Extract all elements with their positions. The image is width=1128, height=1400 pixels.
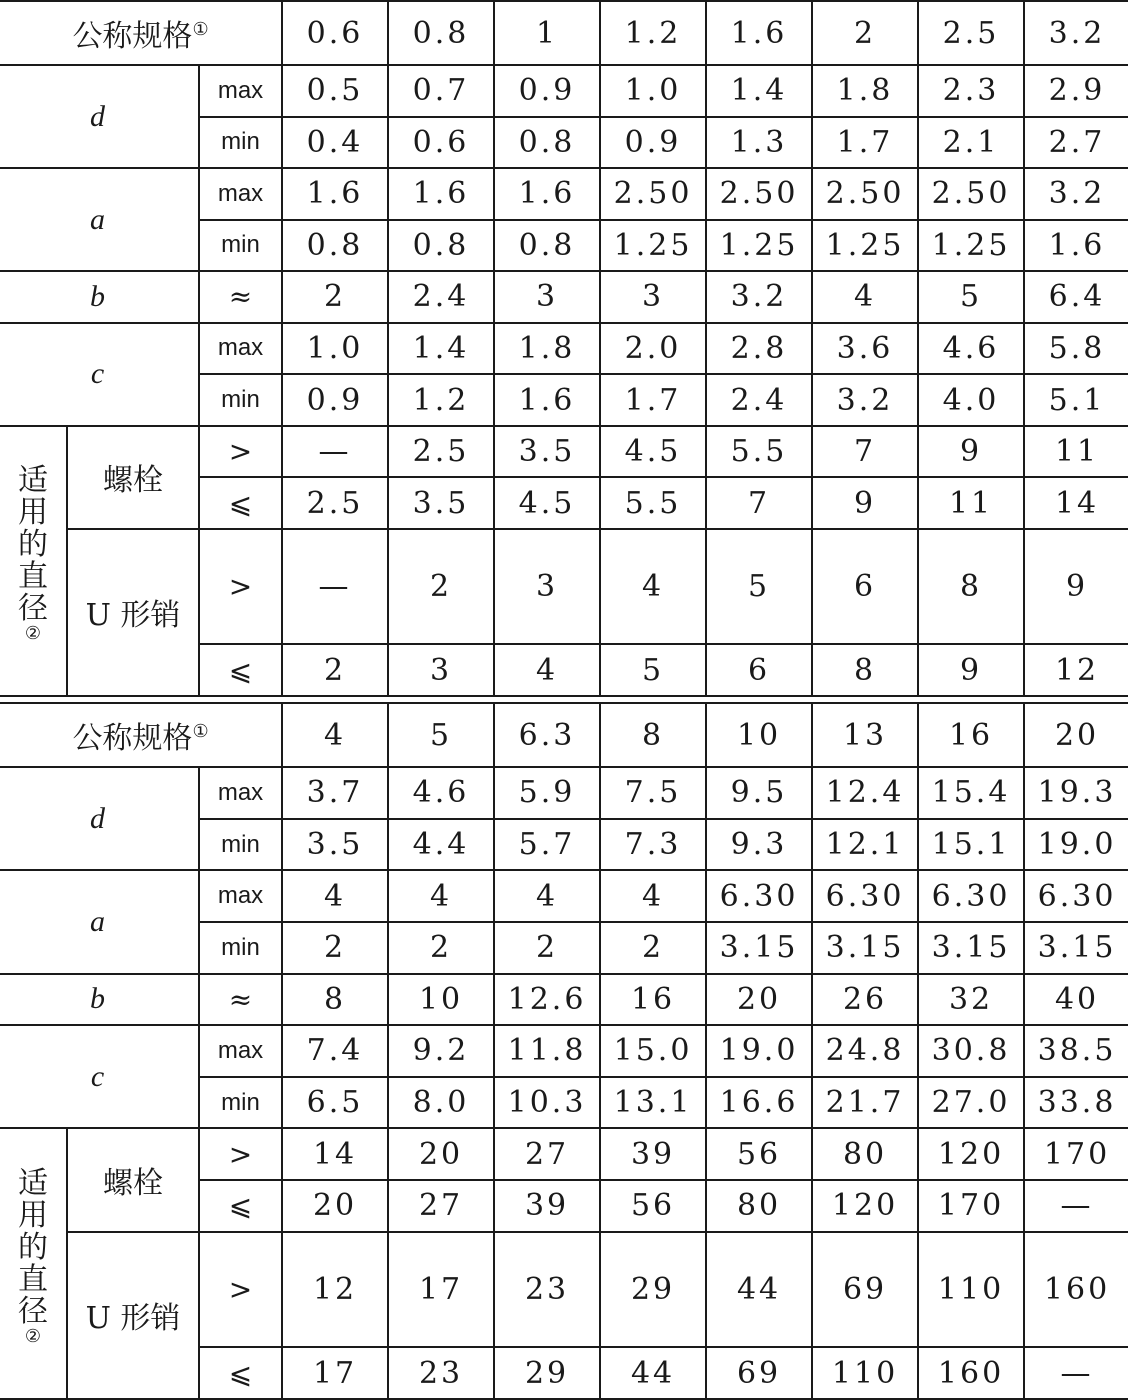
d-min-cell: 7.3	[600, 819, 706, 871]
less-equal-label: ⩽	[199, 1180, 282, 1232]
upin-le-cell: 69	[706, 1347, 812, 1399]
max-label: max	[199, 767, 282, 819]
d-min-cell: 15.1	[918, 819, 1024, 871]
c-min-cell: 21.7	[812, 1077, 918, 1129]
a-max-cell: 2.50	[706, 168, 812, 220]
upin-gt-cell: 4	[600, 529, 706, 645]
a-max-cell: 2.50	[812, 168, 918, 220]
a-max-cell: 1.6	[388, 168, 494, 220]
max-label: max	[199, 323, 282, 375]
bolt-gt-cell: 56	[706, 1128, 812, 1180]
param-a-label: a	[0, 168, 199, 271]
bolt-gt-cell: 7	[812, 426, 918, 478]
nominal-cell: 0.6	[282, 1, 388, 65]
b-cell: 26	[812, 974, 918, 1026]
diameter-group-text	[18, 1165, 48, 1360]
param-c-label: c	[0, 323, 199, 426]
bolt-gt-cell: 20	[388, 1128, 494, 1180]
greater-than-label: >	[199, 426, 282, 478]
footnote-2-marker: ②	[24, 1325, 42, 1347]
a-max-cell: 6.30	[918, 870, 1024, 922]
a-min-cell: 1.6	[1024, 220, 1128, 272]
d-min-cell: 3.5	[282, 819, 388, 871]
less-equal-label: ⩽	[199, 1347, 282, 1399]
bolt-le-cell: 27	[388, 1180, 494, 1232]
nominal-cell: 16	[918, 703, 1024, 767]
c-max-cell: 3.6	[812, 323, 918, 375]
upin-gt-cell: 160	[1024, 1232, 1128, 1348]
bolt-gt-cell: 11	[1024, 426, 1128, 478]
d-max-cell: 1.8	[812, 65, 918, 117]
c-max-cell: 2.8	[706, 323, 812, 375]
nominal-cell: 5	[388, 703, 494, 767]
c-min-cell: 6.5	[282, 1077, 388, 1129]
param-c-label: c	[0, 1025, 199, 1128]
b-cell: 2	[282, 271, 388, 323]
spec-table-upper	[0, 0, 1128, 697]
max-label: max	[199, 168, 282, 220]
min-label: min	[199, 117, 282, 169]
b-cell: 12.6	[494, 974, 600, 1026]
greater-than-label: >	[199, 1128, 282, 1180]
upin-gt-cell: 6	[812, 529, 918, 645]
param-b-label: b	[0, 974, 199, 1026]
c-min-cell: 5.1	[1024, 374, 1128, 426]
min-label: min	[199, 1077, 282, 1129]
diameter-group-text	[18, 462, 48, 657]
upin-gt-cell: 5	[706, 529, 812, 645]
spec-table-lower	[0, 702, 1128, 1400]
bolt-gt-cell: 3.5	[494, 426, 600, 478]
a-max-cell: 1.6	[282, 168, 388, 220]
upin-gt-cell: 9	[1024, 529, 1128, 645]
upin-label: U 形销	[67, 529, 199, 696]
c-max-cell: 1.4	[388, 323, 494, 375]
bolt-le-cell: 5.5	[600, 477, 706, 529]
a-max-cell: 6.30	[706, 870, 812, 922]
a-min-cell: 0.8	[494, 220, 600, 272]
min-label: min	[199, 819, 282, 871]
d-min-cell: 2.1	[918, 117, 1024, 169]
b-cell: 8	[282, 974, 388, 1026]
c-min-cell: 33.8	[1024, 1077, 1128, 1129]
c-max-cell: 1.8	[494, 323, 600, 375]
bolt-gt-cell: —	[282, 426, 388, 478]
bolt-le-cell: 7	[706, 477, 812, 529]
a-min-cell: 1.25	[918, 220, 1024, 272]
nominal-cell: 8	[600, 703, 706, 767]
bolt-le-cell: 4.5	[494, 477, 600, 529]
upin-gt-cell: 110	[918, 1232, 1024, 1348]
d-max-cell: 12.4	[812, 767, 918, 819]
param-b-label: b	[0, 271, 199, 323]
upin-le-cell: —	[1024, 1347, 1128, 1399]
a-min-cell: 3.15	[812, 922, 918, 974]
b-cell: 4	[812, 271, 918, 323]
diameter-group-label	[0, 1128, 67, 1399]
nominal-header	[0, 1, 282, 65]
upin-label: U 形销	[67, 1232, 199, 1400]
row-b	[0, 974, 1128, 1026]
diameter-group-label-text: 适用的直径	[18, 1165, 48, 1329]
row-a-max	[0, 168, 1128, 220]
upin-gt-cell: 12	[282, 1232, 388, 1348]
bolt-gt-cell: 170	[1024, 1128, 1128, 1180]
nominal-label: 公称规格	[72, 721, 193, 757]
row-d-max	[0, 65, 1128, 117]
row-a-max	[0, 870, 1128, 922]
upin-le-cell: 2	[282, 644, 388, 696]
bolt-le-cell: 20	[282, 1180, 388, 1232]
bolt-gt-cell: 2.5	[388, 426, 494, 478]
nominal-cell: 3.2	[1024, 1, 1128, 65]
c-min-cell: 0.9	[282, 374, 388, 426]
min-label: min	[199, 220, 282, 272]
nominal-label: 公称规格	[72, 19, 193, 55]
b-cell: 3	[494, 271, 600, 323]
d-max-cell: 0.9	[494, 65, 600, 117]
d-min-cell: 0.6	[388, 117, 494, 169]
d-max-cell: 5.9	[494, 767, 600, 819]
bolt-gt-cell: 80	[812, 1128, 918, 1180]
upin-le-cell: 5	[600, 644, 706, 696]
bolt-le-cell: 80	[706, 1180, 812, 1232]
d-min-cell: 0.4	[282, 117, 388, 169]
c-max-cell: 19.0	[706, 1025, 812, 1077]
c-max-cell: 2.0	[600, 323, 706, 375]
upin-le-cell: 44	[600, 1347, 706, 1399]
bolt-le-cell: 9	[812, 477, 918, 529]
c-max-cell: 30.8	[918, 1025, 1024, 1077]
d-max-cell: 15.4	[918, 767, 1024, 819]
row-c-max	[0, 1025, 1128, 1077]
d-min-cell: 19.0	[1024, 819, 1128, 871]
b-cell: 32	[918, 974, 1024, 1026]
b-cell: 5	[918, 271, 1024, 323]
c-max-cell: 15.0	[600, 1025, 706, 1077]
b-cell: 2.4	[388, 271, 494, 323]
upin-le-cell: 29	[494, 1347, 600, 1399]
a-max-cell: 2.50	[600, 168, 706, 220]
footnote-1-marker: ①	[192, 19, 209, 41]
upin-gt-cell: 8	[918, 529, 1024, 645]
bolt-gt-cell: 4.5	[600, 426, 706, 478]
d-max-cell: 2.3	[918, 65, 1024, 117]
d-max-cell: 9.5	[706, 767, 812, 819]
nominal-cell: 13	[812, 703, 918, 767]
nominal-cell: 2	[812, 1, 918, 65]
upin-gt-cell: 3	[494, 529, 600, 645]
less-equal-label: ⩽	[199, 477, 282, 529]
upin-le-cell: 8	[812, 644, 918, 696]
greater-than-label: >	[199, 529, 282, 645]
min-label: min	[199, 922, 282, 974]
c-min-cell: 13.1	[600, 1077, 706, 1129]
upin-gt-cell: 69	[812, 1232, 918, 1348]
a-min-cell: 1.25	[812, 220, 918, 272]
upin-le-cell: 9	[918, 644, 1024, 696]
bolt-le-cell: 120	[812, 1180, 918, 1232]
diameter-group-label-text: 适用的直径	[18, 462, 48, 626]
c-min-cell: 27.0	[918, 1077, 1024, 1129]
footnote-1-marker: ①	[192, 721, 209, 743]
upin-le-cell: 12	[1024, 644, 1128, 696]
footnote-2-marker: ②	[24, 622, 42, 644]
max-label: max	[199, 1025, 282, 1077]
c-max-cell: 4.6	[918, 323, 1024, 375]
d-max-cell: 2.9	[1024, 65, 1128, 117]
d-max-cell: 3.7	[282, 767, 388, 819]
upin-le-cell: 23	[388, 1347, 494, 1399]
upin-le-cell: 17	[282, 1347, 388, 1399]
a-min-cell: 2	[494, 922, 600, 974]
bolt-le-cell: 56	[600, 1180, 706, 1232]
row-c-max	[0, 323, 1128, 375]
c-min-cell: 10.3	[494, 1077, 600, 1129]
bolt-label: 螺栓	[67, 426, 199, 529]
b-cell: 6.4	[1024, 271, 1128, 323]
nominal-cell: 4	[282, 703, 388, 767]
c-min-cell: 1.7	[600, 374, 706, 426]
max-label: max	[199, 65, 282, 117]
a-max-cell: 3.2	[1024, 168, 1128, 220]
bolt-le-cell: 170	[918, 1180, 1024, 1232]
bolt-le-cell: 11	[918, 477, 1024, 529]
a-max-cell: 6.30	[1024, 870, 1128, 922]
a-max-cell: 4	[388, 870, 494, 922]
nominal-cell: 2.5	[918, 1, 1024, 65]
c-min-cell: 16.6	[706, 1077, 812, 1129]
a-min-cell: 2	[600, 922, 706, 974]
min-label: min	[199, 374, 282, 426]
a-max-cell: 1.6	[494, 168, 600, 220]
a-min-cell: 3.15	[918, 922, 1024, 974]
bolt-gt-cell: 27	[494, 1128, 600, 1180]
a-max-cell: 4	[600, 870, 706, 922]
a-min-cell: 0.8	[388, 220, 494, 272]
approx-label: ≈	[199, 974, 282, 1026]
bolt-gt-cell: 5.5	[706, 426, 812, 478]
upin-gt-cell: 17	[388, 1232, 494, 1348]
a-max-cell: 4	[282, 870, 388, 922]
param-d-label: d	[0, 65, 199, 168]
a-max-cell: 2.50	[918, 168, 1024, 220]
c-min-cell: 1.2	[388, 374, 494, 426]
b-cell: 3	[600, 271, 706, 323]
row-b	[0, 271, 1128, 323]
bolt-gt-cell: 9	[918, 426, 1024, 478]
upin-gt-cell: 29	[600, 1232, 706, 1348]
c-max-cell: 11.8	[494, 1025, 600, 1077]
c-min-cell: 1.6	[494, 374, 600, 426]
row-upin-gt	[0, 1232, 1128, 1348]
upin-le-cell: 3	[388, 644, 494, 696]
diameter-group-label	[0, 426, 67, 696]
bolt-le-cell: 39	[494, 1180, 600, 1232]
d-max-cell: 0.5	[282, 65, 388, 117]
a-min-cell: 2	[282, 922, 388, 974]
c-max-cell: 38.5	[1024, 1025, 1128, 1077]
b-cell: 20	[706, 974, 812, 1026]
upin-le-cell: 160	[918, 1347, 1024, 1399]
d-min-cell: 4.4	[388, 819, 494, 871]
c-min-cell: 8.0	[388, 1077, 494, 1129]
b-cell: 40	[1024, 974, 1128, 1026]
a-min-cell: 2	[388, 922, 494, 974]
b-cell: 3.2	[706, 271, 812, 323]
d-max-cell: 4.6	[388, 767, 494, 819]
param-a-label: a	[0, 870, 199, 973]
nominal-header	[0, 703, 282, 767]
nominal-cell: 1	[494, 1, 600, 65]
greater-than-label: >	[199, 1232, 282, 1348]
d-min-cell: 1.7	[812, 117, 918, 169]
b-cell: 10	[388, 974, 494, 1026]
max-label: max	[199, 870, 282, 922]
d-min-cell: 2.7	[1024, 117, 1128, 169]
bolt-le-cell: —	[1024, 1180, 1128, 1232]
row-bolt-gt	[0, 1128, 1128, 1180]
d-max-cell: 7.5	[600, 767, 706, 819]
bolt-gt-cell: 39	[600, 1128, 706, 1180]
c-min-cell: 2.4	[706, 374, 812, 426]
c-min-cell: 4.0	[918, 374, 1024, 426]
a-min-cell: 3.15	[706, 922, 812, 974]
d-min-cell: 0.9	[600, 117, 706, 169]
c-max-cell: 7.4	[282, 1025, 388, 1077]
bolt-le-cell: 14	[1024, 477, 1128, 529]
d-min-cell: 12.1	[812, 819, 918, 871]
row-bolt-gt	[0, 426, 1128, 478]
d-max-cell: 1.4	[706, 65, 812, 117]
bolt-le-cell: 2.5	[282, 477, 388, 529]
upin-gt-cell: 2	[388, 529, 494, 645]
a-max-cell: 4	[494, 870, 600, 922]
nominal-cell: 6.3	[494, 703, 600, 767]
upin-le-cell: 4	[494, 644, 600, 696]
approx-label: ≈	[199, 271, 282, 323]
nominal-cell: 0.8	[388, 1, 494, 65]
b-cell: 16	[600, 974, 706, 1026]
d-max-cell: 0.7	[388, 65, 494, 117]
bolt-gt-cell: 14	[282, 1128, 388, 1180]
upin-le-cell: 110	[812, 1347, 918, 1399]
param-d-label: d	[0, 767, 199, 870]
upin-gt-cell: 44	[706, 1232, 812, 1348]
row-nominal	[0, 703, 1128, 767]
a-min-cell: 3.15	[1024, 922, 1128, 974]
a-min-cell: 1.25	[706, 220, 812, 272]
d-min-cell: 1.3	[706, 117, 812, 169]
row-upin-gt	[0, 529, 1128, 645]
upin-gt-cell: —	[282, 529, 388, 645]
c-min-cell: 3.2	[812, 374, 918, 426]
bolt-le-cell: 3.5	[388, 477, 494, 529]
c-max-cell: 9.2	[388, 1025, 494, 1077]
c-max-cell: 24.8	[812, 1025, 918, 1077]
d-min-cell: 9.3	[706, 819, 812, 871]
nominal-cell: 10	[706, 703, 812, 767]
nominal-cell: 20	[1024, 703, 1128, 767]
d-max-cell: 1.0	[600, 65, 706, 117]
row-nominal	[0, 1, 1128, 65]
c-max-cell: 1.0	[282, 323, 388, 375]
a-min-cell: 0.8	[282, 220, 388, 272]
bolt-gt-cell: 120	[918, 1128, 1024, 1180]
less-equal-label: ⩽	[199, 644, 282, 696]
upin-le-cell: 6	[706, 644, 812, 696]
row-d-max	[0, 767, 1128, 819]
c-max-cell: 5.8	[1024, 323, 1128, 375]
a-max-cell: 6.30	[812, 870, 918, 922]
d-min-cell: 0.8	[494, 117, 600, 169]
upin-gt-cell: 23	[494, 1232, 600, 1348]
nominal-cell: 1.6	[706, 1, 812, 65]
nominal-cell: 1.2	[600, 1, 706, 65]
bolt-label: 螺栓	[67, 1128, 199, 1231]
d-min-cell: 5.7	[494, 819, 600, 871]
a-min-cell: 1.25	[600, 220, 706, 272]
d-max-cell: 19.3	[1024, 767, 1128, 819]
